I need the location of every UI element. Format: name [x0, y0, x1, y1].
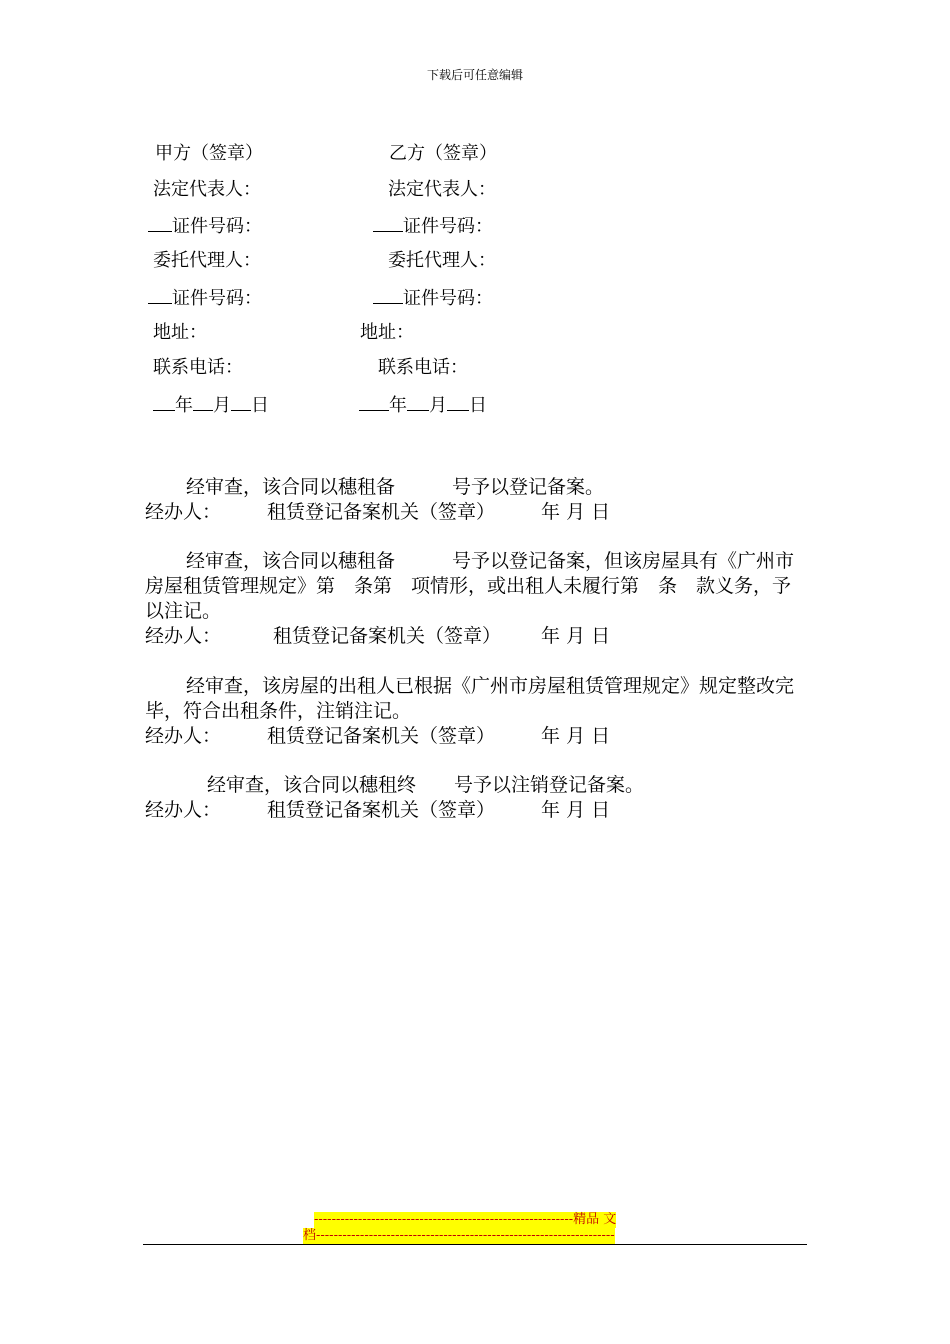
agency-label: 租赁登记备案机关（签章） — [267, 501, 496, 523]
year-label: 年 — [389, 395, 407, 416]
party-b-id-number-field — [373, 214, 493, 238]
year-blank — [359, 393, 389, 411]
date-label: 年 月 日 — [541, 501, 611, 523]
party-b-agent-label: 委托代理人： — [388, 250, 496, 271]
blank-line — [148, 214, 172, 232]
party-b-agent-id-field — [373, 286, 493, 310]
id-number-label: 证件号码： — [403, 288, 493, 309]
page-header-note: 下载后可任意编辑 — [426, 68, 523, 82]
year-label: 年 — [175, 395, 193, 416]
month-label: 月 — [213, 395, 231, 416]
month-blank — [193, 393, 213, 411]
date-label: 年 月 日 — [541, 799, 611, 821]
handler-label: 经办人： — [145, 725, 222, 747]
record-3-body: 经审查，该房屋的出租人已根据《广州市房屋租赁管理规定》规定整改完毕，符合出租条件，注销注记。 — [145, 675, 795, 722]
party-b-date-field — [359, 393, 487, 417]
id-number-label: 证件号码： — [172, 216, 262, 237]
footer-highlight-line-2: 档-------------------------------------------------------------------- — [303, 1228, 615, 1243]
record-2-sign-row — [145, 624, 610, 649]
record-1-sign-row — [145, 500, 610, 525]
id-number-label: 证件号码： — [403, 216, 493, 237]
record-2-body: 经审查，该合同以穗租备 号予以登记备案，但该房屋具有《广州市房屋租赁管理规定》第 条第 项情形，或出租人未履行第 条 款义务，予以注记。 — [145, 550, 795, 622]
party-a-agent-label: 委托代理人： — [153, 250, 261, 271]
day-blank — [231, 393, 251, 411]
party-a-id-number-field — [148, 214, 262, 238]
party-a-legal-rep-label: 法定代表人： — [153, 179, 261, 200]
record-2-text — [145, 549, 807, 624]
month-label: 月 — [429, 395, 447, 416]
footer-divider — [143, 1244, 807, 1245]
footer-highlight-line-1: -----------------------------------------------------------精品 文 — [314, 1212, 617, 1227]
party-b-phone-label: 联系电话： — [378, 357, 468, 378]
record-4-sign-row — [145, 798, 610, 823]
record-1-body: 经审查，该合同以穗租备 号予以登记备案。 — [186, 476, 605, 498]
date-label: 年 月 日 — [541, 725, 611, 747]
blank-line — [373, 286, 403, 304]
id-number-label: 证件号码： — [172, 288, 262, 309]
party-b-address-label: 地址： — [360, 322, 414, 343]
handler-label: 经办人： — [145, 799, 222, 821]
party-b-legal-rep-label: 法定代表人： — [388, 179, 496, 200]
party-a-address-label: 地址： — [153, 322, 207, 343]
agency-label: 租赁登记备案机关（签章） — [273, 625, 502, 647]
month-blank — [407, 393, 429, 411]
day-label: 日 — [251, 395, 269, 416]
record-1-text — [145, 475, 807, 500]
blank-line — [373, 214, 403, 232]
record-3-text — [145, 674, 807, 724]
record-4-body: 经审查，该合同以穗租终 号予以注销登记备案。 — [207, 774, 645, 796]
handler-label: 经办人： — [145, 501, 222, 523]
day-label: 日 — [469, 395, 487, 416]
date-label: 年 月 日 — [541, 625, 611, 647]
day-blank — [447, 393, 469, 411]
party-a-agent-id-field — [148, 286, 262, 310]
record-4-text — [145, 773, 807, 798]
party-b-signature-label: 乙方（签章） — [389, 143, 497, 164]
blank-line — [148, 286, 172, 304]
record-3-sign-row — [145, 724, 610, 749]
year-blank — [153, 393, 175, 411]
party-a-signature-label: 甲方（签章） — [155, 143, 263, 164]
agency-label: 租赁登记备案机关（签章） — [267, 725, 496, 747]
party-a-date-field — [153, 393, 269, 417]
agency-label: 租赁登记备案机关（签章） — [267, 799, 496, 821]
handler-label: 经办人： — [145, 625, 222, 647]
party-a-phone-label: 联系电话： — [153, 357, 243, 378]
